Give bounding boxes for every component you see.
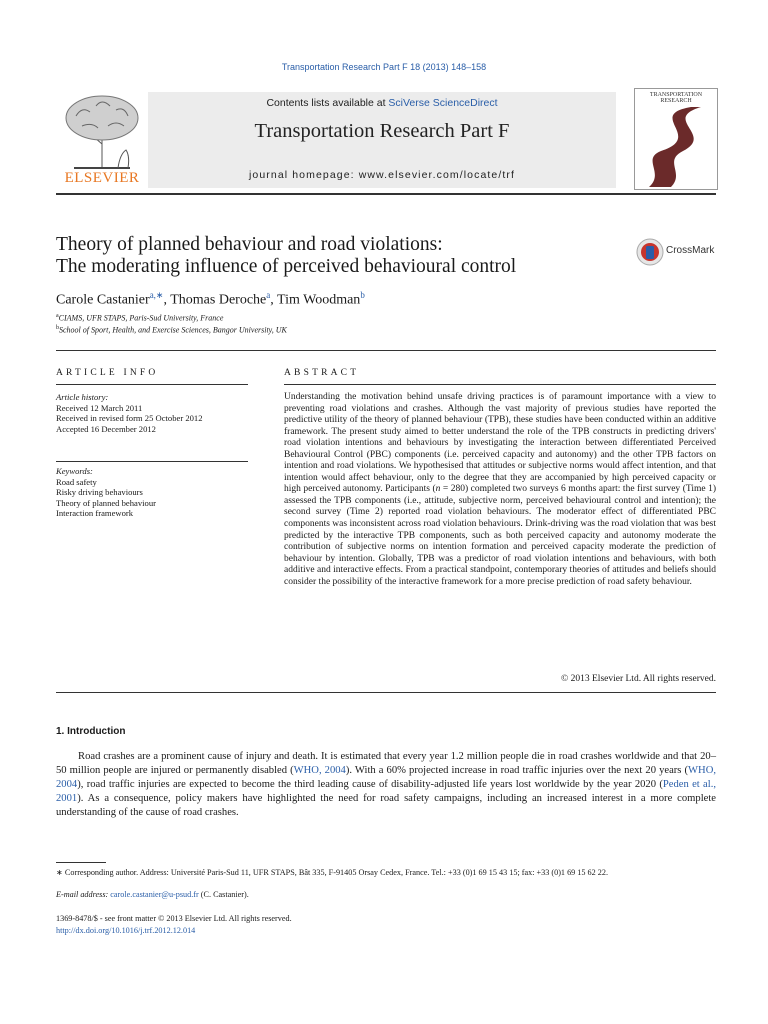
history-item: Received in revised form 25 October 2012	[56, 413, 203, 424]
contents-line	[148, 97, 616, 109]
section-rule	[56, 350, 716, 351]
abstract-text-part: Understanding the motivation behind unsafe driving practices is of paramount importance with a view to preventing road violations and crashes. Although the vast majority of previous studies have reported the predictive utility of the theory of planned behaviour (TPB), these studies have been conducted within an additive framework. The present study aimed to better understand the role of the TPB constructs in predicting drivers' road violation intentions and behaviours by investigating the interaction between differentiated Perceived Behavioural Control (PBC) components (i.e. perceived capacity and autonomy) and the other TPB factors on intention and road violations. We hypothesised that attitudes or subjective norms would affect intention, and that intention would affect behaviour, only to the degree that they are accompanied by high perceived capacity or high perceived autonomy. Participants (	[284, 392, 716, 495]
history-item: Received 12 March 2011	[56, 402, 143, 413]
road-cover-image	[635, 89, 717, 189]
journal-title: Transportation Research Part F	[254, 120, 510, 142]
homepage-line	[148, 169, 616, 181]
affiliation-a	[56, 313, 223, 323]
contents-prefix: Contents lists available at	[266, 97, 389, 109]
issn-line: 1369-8478/$ - see front matter © 2013 Elsevier Ltd. All rights reserved.	[56, 914, 292, 923]
article-info-rule	[56, 384, 248, 385]
author-affil-marker[interactable]: a	[266, 290, 271, 300]
keywords-rule	[56, 461, 248, 462]
intro-text: Road crashes are a prominent cause of injury and death. It is estimated that every year 1.2 million people die in road crashes worldwide and that 20–50 million people are injured or permanently disabled (	[56, 751, 716, 776]
author-name: Thomas Deroche	[170, 292, 267, 308]
keyword-item: Theory of planned behaviour	[56, 497, 156, 508]
author-list	[56, 290, 365, 309]
tree-icon	[56, 92, 148, 170]
author-name: Tim Woodman	[277, 292, 361, 308]
abstract-text	[284, 392, 716, 588]
history-label: Article history:	[56, 392, 109, 402]
affiliation-text: School of Sport, Health, and Exercise Sciences, Bangor University, UK	[59, 325, 287, 335]
crossmark-icon	[636, 238, 664, 266]
keywords-list	[56, 466, 256, 519]
citation-link[interactable]: WHO, 2004	[293, 765, 346, 776]
author-separator: ,	[163, 292, 171, 308]
email-note	[56, 890, 249, 899]
abstract-bottom-rule	[56, 692, 716, 693]
author-separator: ,	[270, 292, 278, 308]
author-name: Carole Castanier	[56, 292, 150, 308]
citation-link[interactable]: Peden et al., 2001	[56, 779, 716, 804]
affiliation-marker: a	[56, 313, 59, 319]
author-affil-marker[interactable]: b	[360, 290, 365, 300]
affiliation-marker: b	[56, 325, 59, 331]
homepage-link[interactable]: www.elsevier.com/locate/trf	[358, 169, 516, 181]
abstract-heading: ABSTRACT	[284, 368, 360, 378]
keyword-item: Risky driving behaviours	[56, 487, 143, 498]
introduction-heading: 1. Introduction	[56, 726, 126, 737]
keywords-label: Keywords:	[56, 466, 93, 476]
sample-size-symbol: n	[435, 484, 441, 495]
intro-text: ). As a consequence, policy makers have highlighted the need for road safety campaigns, including an increased interest in a more complete understanding of the cause of road crashes.	[56, 793, 716, 818]
journal-cover[interactable]	[634, 88, 718, 190]
footnote-rule	[56, 862, 106, 863]
corresponding-author-note: ∗ Corresponding author. Address: Université Paris-Sud 11, UFR STAPS, Bât 335, F-91405 Orsay Cedex, France. Tel.: +33 (0)1 69 15 43 15; fax: +33 (0)1 69 15 62 22.	[56, 868, 609, 877]
author-affil-marker[interactable]: a,∗	[149, 290, 164, 300]
doi-link[interactable]: http://dx.doi.org/10.1016/j.trf.2012.12.014	[56, 926, 196, 935]
affiliation-b	[56, 325, 287, 335]
email-suffix: (C. Castanier).	[198, 890, 249, 899]
sciencedirect-link[interactable]: SciVerse ScienceDirect	[388, 97, 498, 109]
elsevier-logo[interactable]	[56, 92, 148, 188]
email-label: E-mail address:	[56, 890, 111, 899]
abstract-text-part: = 280) completed two surveys 6 months apart: the first survey (Time 1) assessed the TPB components (i.e., attitude, subjective norm, perceived behavioural control and intention); the second survey (Time 2) reported road violation behaviours. The moderator effect of differentiated PBC components was inconsistent across road violation behaviours. Drink-driving was the road violation that was best predicted by the interactive TPB components, such as both perceived capacity and autonomy moderate the contribution of subjective norms on intention formation and perceived capacity moderate the prediction of behaviour by intention. Globally, TPB was a predictor of road violation intentions and behaviours, with both additive and interactive effects. From a practical standpoint, contemporary theories of attitudes and beliefs should consider the possibility of the interactive framework for a more precise prediction of road safety behaviour.	[284, 484, 716, 587]
journal-banner	[148, 92, 616, 188]
citation-link[interactable]: WHO, 2004	[56, 765, 716, 790]
elsevier-wordmark: ELSEVIER	[64, 170, 140, 186]
journal-reference[interactable]: Transportation Research Part F 18 (2013) 148–158	[281, 62, 487, 72]
introduction-paragraph	[56, 750, 716, 820]
affiliation-text: CIAMS, UFR STAPS, Paris-Sud University, France	[58, 313, 224, 323]
keyword-item: Interaction framework	[56, 508, 134, 519]
crossmark-label: CrossMark	[666, 245, 715, 256]
homepage-prefix: journal homepage:	[248, 169, 359, 181]
abstract-copyright: © 2013 Elsevier Ltd. All rights reserved.	[561, 674, 716, 684]
keyword-item: Road safety	[56, 476, 97, 487]
article-title-line-2: The moderating influence of perceived behavioural control	[56, 256, 517, 277]
article-info-heading: ARTICLE INFO	[56, 368, 159, 378]
cover-title: TRANSPORTATION RESEARCH	[649, 92, 703, 105]
abstract-rule	[284, 384, 716, 385]
history-item: Accepted 16 December 2012	[56, 423, 156, 434]
header-rule	[56, 193, 716, 195]
intro-text: ). With a 60% projected increase in road traffic injuries over the next 20 years (	[345, 765, 689, 776]
crossmark-badge[interactable]	[636, 238, 726, 266]
article-history	[56, 392, 256, 434]
email-link[interactable]: carole.castanier@u-psud.fr	[110, 890, 199, 899]
intro-text: ), road traffic injuries are expected to become the third leading cause of disability-adjusted life years lost worldwide by the year 2020 (	[77, 779, 663, 790]
article-title-line-1: Theory of planned behaviour and road violations:	[56, 234, 443, 255]
